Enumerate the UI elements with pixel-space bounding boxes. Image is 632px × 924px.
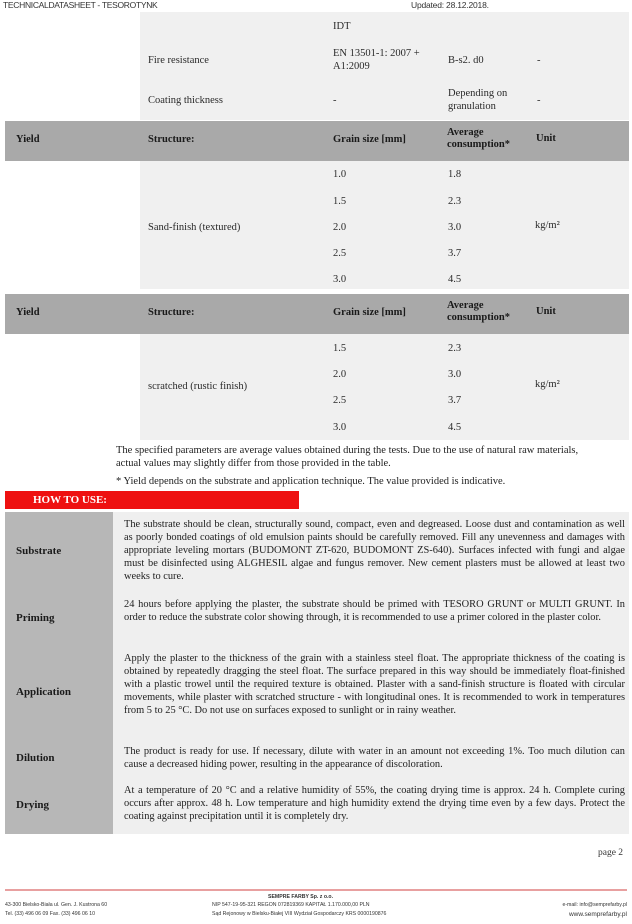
property-value: B-s2. d0: [448, 55, 484, 66]
params-note: The specified parameters are average values obtained during the tests. Due to the use of natural raw materials, actual values may slightly differ from those provided in the table.: [116, 445, 579, 469]
consumption: 3.0: [448, 369, 462, 380]
consumption: 3.7: [448, 395, 462, 406]
usage-label: Substrate: [16, 545, 62, 557]
property-standard: -: [333, 95, 337, 106]
usage-row-substrate: [5, 512, 629, 592]
consumption: 2.3: [448, 196, 462, 207]
grain-size: 1.5: [333, 343, 347, 354]
how-to-use-title: HOW TO USE:: [33, 494, 107, 506]
grain-size: 3.0: [333, 422, 347, 433]
header-structure: Structure:: [148, 134, 195, 145]
property-unit: -: [537, 55, 541, 66]
usage-text: 24 hours before applying the plaster, the substrate should be primed with TESORO GRUNT or MULTI GRUNT. In order to reduce the substrate color showing through, it is recommended to use a primer colored in the plaster color.: [124, 599, 625, 623]
header-consumption: Average consumption*: [447, 127, 511, 150]
consumption: 3.7: [448, 248, 462, 259]
updated-date: Updated: 28.12.2018.: [411, 0, 489, 10]
header-yield: Yield: [16, 134, 40, 145]
structure-name: scratched (rustic finish): [148, 381, 248, 392]
standard-idt: IDT: [333, 21, 351, 32]
usage-row-drying: [5, 776, 629, 834]
grain-size: 1.0: [333, 169, 347, 180]
footer-website[interactable]: www.semprefarby.pl: [568, 911, 627, 918]
document-title: TECHNICALDATASHEET - TESOROTYNK: [3, 0, 158, 10]
header-unit: Unit: [536, 306, 556, 317]
footer-divider: [5, 889, 627, 891]
unit-value: kg/m²: [535, 379, 560, 390]
footer-phone: Tel. (33) 496 06 09 Fax. (33) 496 06 10: [5, 911, 95, 917]
footer-company: SEMPRE FARBY Sp. z o.o.: [268, 894, 334, 900]
header-grain-size: Grain size [mm]: [333, 307, 406, 318]
property-unit: -: [537, 95, 541, 106]
consumption: 3.0: [448, 222, 462, 233]
grain-size: 3.0: [333, 274, 347, 285]
page-header: [0, 0, 632, 12]
usage-row-priming: [5, 592, 629, 646]
footer-registry: NIP 547-19-95-321 REGON 072819369 KAPITAŁ 1.170.000,00 PLN: [212, 902, 370, 908]
consumption: 4.5: [448, 422, 462, 433]
consumption: 2.3: [448, 343, 462, 354]
page-number: page 2: [598, 848, 624, 858]
usage-row-dilution: [5, 740, 629, 776]
header-unit: Unit: [536, 133, 556, 144]
grain-size: 2.0: [333, 369, 347, 380]
yield-note: * Yield depends on the substrate and application technique. The value provided is indicative.: [116, 476, 506, 487]
footer-court: Sąd Rejonowy w Bielsku-Białej VIII Wydział Gospodarczy KRS 0000190876: [212, 911, 387, 917]
property-label: Coating thickness: [148, 95, 223, 106]
usage-text: The product is ready for use. If necessary, dilute with water in an amount not exceeding 1%. Too much dilution can cause a decreased hiding power, resulting in the appearance of discoloration.: [124, 746, 625, 770]
usage-row-application: [5, 646, 629, 740]
yield-table-header: [5, 121, 629, 161]
how-to-use-heading: [5, 491, 299, 509]
footer-address: 43-300 Bielsko-Biała ul. Gen. J. Kustrona 60: [5, 902, 108, 908]
consumption: 4.5: [448, 274, 462, 285]
grain-size: 2.5: [333, 248, 347, 259]
property-value: Depending on granulation: [448, 88, 508, 112]
property-standard: EN 13501-1: 2007 + A1:2009: [333, 48, 420, 72]
header-yield: Yield: [16, 307, 40, 318]
consumption: 1.8: [448, 169, 462, 180]
property-label: Fire resistance: [148, 55, 209, 66]
usage-label: Dilution: [16, 752, 55, 764]
yield-table-header: [5, 294, 629, 334]
grain-size: 1.5: [333, 196, 347, 207]
grain-size: 2.0: [333, 222, 347, 233]
usage-text: At a temperature of 20 °C and a relative humidity of 55%, the coating drying time is approx. 24 h. Complete curing occurs after approx. 48 h. Low temperature and high humidity extend the drying time even by a few days. Protect the coating against precipitation until it is completely dry.: [124, 785, 625, 822]
grain-size: 2.5: [333, 395, 347, 406]
header-consumption: Average consumption*: [447, 300, 511, 323]
usage-label: Priming: [16, 612, 55, 624]
usage-text: Apply the plaster to the thickness of the grain with a stainless steel float. The appropriate thickness of the coating is obtained by repeatedly dragging the steel float. The surface prepared in this way should be immediately float-finished with a plastic trowel until the required texture is obtained. Plaster with a sand-finish structure is floated with circular movements, while plaster with scratched structure - with longitudinal ones. It is recommended to work in temperatures from 5 to 25 °C. Do not use on surfaces exposed to sunlight or in rainy weather.: [124, 653, 625, 716]
header-grain-size: Grain size [mm]: [333, 134, 406, 145]
usage-text: The substrate should be clean, structurally sound, compact, even and degreased. Loose dust and contamination as well as poorly bonded coatings of old emulsion paints should be carefully removed. Fill any unevenness and damages with appropriate leveling mortars (BUDOMONT ZT-620, BUDOMONT ZS-640). Surfaces infected with fungi and algae must be disinfected using ALGHESIL algae and fungus remover. New cement plasters must be allowed at least two weeks to cure.: [124, 519, 625, 582]
structure-name: Sand-finish (textured): [148, 222, 241, 233]
unit-value: kg/m²: [535, 220, 560, 231]
usage-label: Application: [16, 686, 72, 698]
usage-label: Drying: [16, 799, 49, 811]
header-structure: Structure:: [148, 307, 195, 318]
footer-email[interactable]: e-mail: info@semprefarby.pl: [562, 902, 627, 908]
